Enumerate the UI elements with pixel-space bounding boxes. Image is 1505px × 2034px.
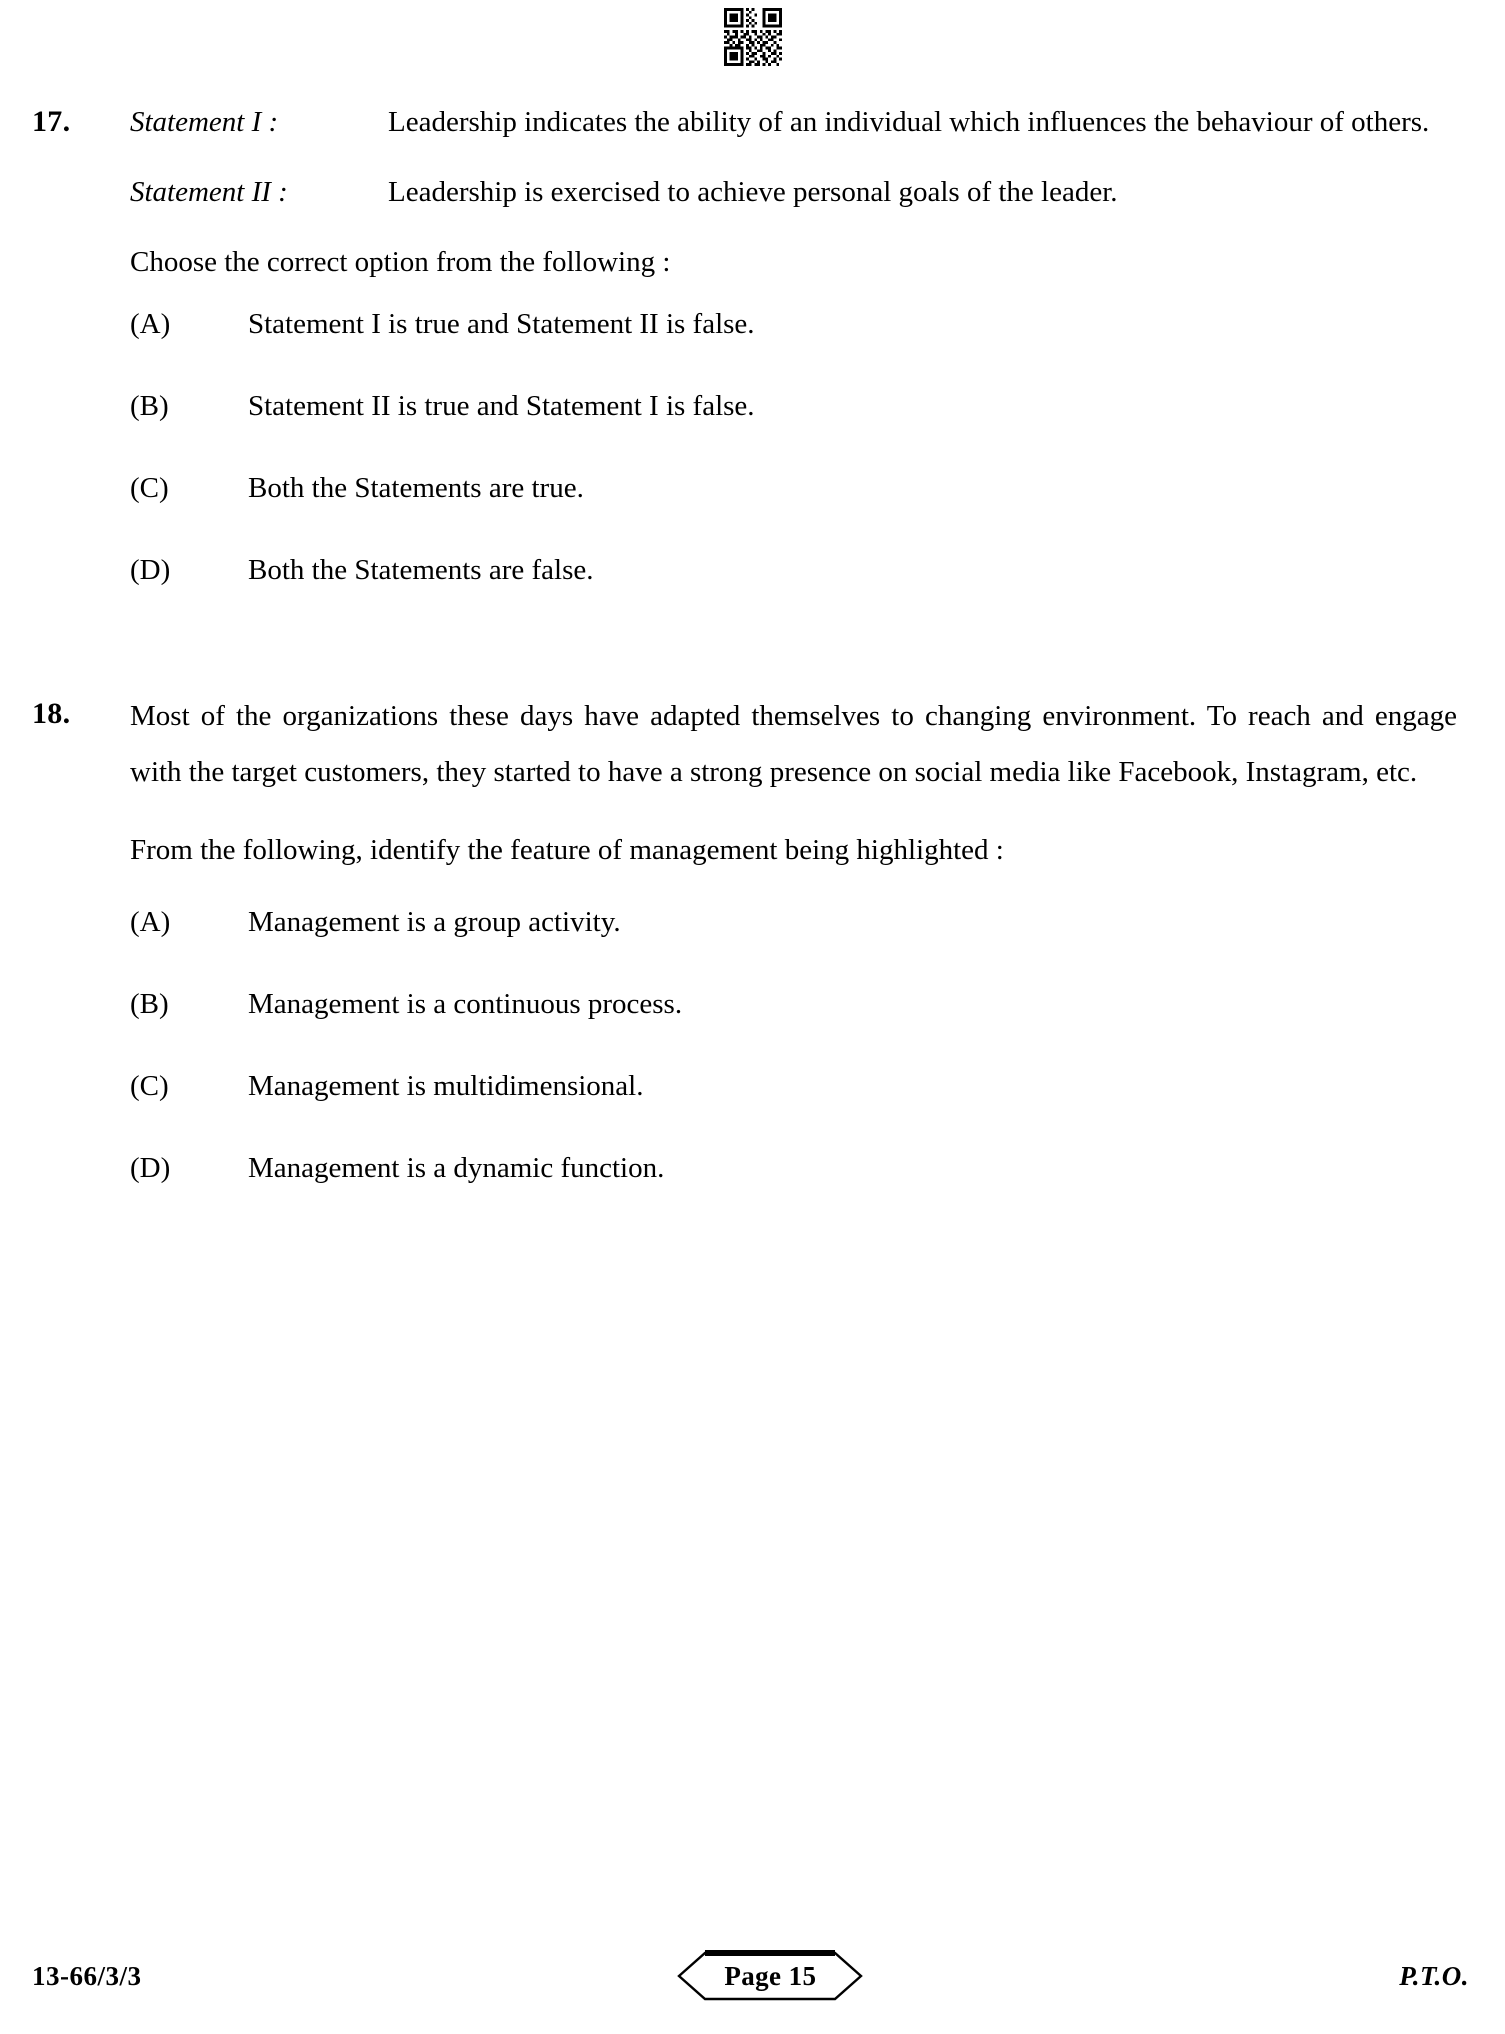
- option-b-key: (B): [130, 988, 169, 1020]
- question-17: [32, 96, 1457, 592]
- option-d-key: (D): [130, 554, 171, 586]
- choose-option-instruction: Choose the correct option from the following :: [130, 246, 671, 278]
- qr-code-icon: [724, 8, 782, 66]
- option-c[interactable]: [130, 1064, 1457, 1108]
- question-body: [130, 688, 1457, 1190]
- question-17-options: [130, 302, 1457, 592]
- question-18-paragraph-one: Most of the organizations these days have adapted themselves to changing environment. To reach and engage with the target customers, they started to have a strong presence on social media like Facebook, Instagram, etc.: [130, 700, 1457, 788]
- statement-one-text: Leadership indicates the ability of an individual which influences the behaviour of others.: [388, 106, 1430, 138]
- option-a[interactable]: [130, 900, 1457, 944]
- page-number-badge: [665, 1948, 875, 2004]
- option-d-text: Both the Statements are false.: [248, 554, 594, 586]
- statement-two-label: Statement II :: [130, 176, 288, 208]
- option-c-text: Management is multidimensional.: [248, 1070, 644, 1102]
- page-footer: [0, 1946, 1505, 2006]
- option-c-text: Both the Statements are true.: [248, 472, 584, 504]
- question-18-options: [130, 900, 1457, 1190]
- paper-code: 13-66/3/3: [32, 1960, 142, 1991]
- question-18: [32, 688, 1457, 1190]
- turn-over-label: P.T.O.: [1399, 1960, 1469, 1991]
- option-a-key: (A): [130, 308, 171, 340]
- statement-two-text: Leadership is exercised to achieve personal goals of the leader.: [388, 176, 1118, 208]
- question-content: [0, 96, 1505, 1190]
- option-b[interactable]: [130, 982, 1457, 1026]
- option-b-key: (B): [130, 390, 169, 422]
- statement-one-label: Statement I :: [130, 106, 279, 138]
- option-d[interactable]: [130, 548, 1457, 592]
- option-a-key: (A): [130, 906, 171, 938]
- statement-two: [130, 166, 1457, 218]
- option-c[interactable]: [130, 466, 1457, 510]
- qr-code-header: [0, 8, 1505, 71]
- question-number: 18.: [32, 697, 71, 730]
- page-number-label: Page 15: [724, 1960, 817, 1991]
- option-b-text: Management is a continuous process.: [248, 988, 683, 1020]
- question-body: [130, 96, 1457, 592]
- option-b-text: Statement II is true and Statement I is false.: [248, 390, 755, 422]
- option-d-key: (D): [130, 1152, 171, 1184]
- question-18-paragraph-two: From the following, identify the feature of management being highlighted :: [130, 834, 1004, 866]
- question-spacer: [32, 592, 1457, 688]
- option-c-key: (C): [130, 1070, 169, 1102]
- option-d[interactable]: [130, 1146, 1457, 1190]
- statement-one: [130, 96, 1457, 148]
- option-b[interactable]: [130, 384, 1457, 428]
- option-a[interactable]: [130, 302, 1457, 346]
- option-d-text: Management is a dynamic function.: [248, 1152, 665, 1184]
- question-number: 17.: [32, 105, 71, 138]
- option-a-text: Management is a group activity.: [248, 906, 621, 938]
- option-a-text: Statement I is true and Statement II is false.: [248, 308, 755, 340]
- option-c-key: (C): [130, 472, 169, 504]
